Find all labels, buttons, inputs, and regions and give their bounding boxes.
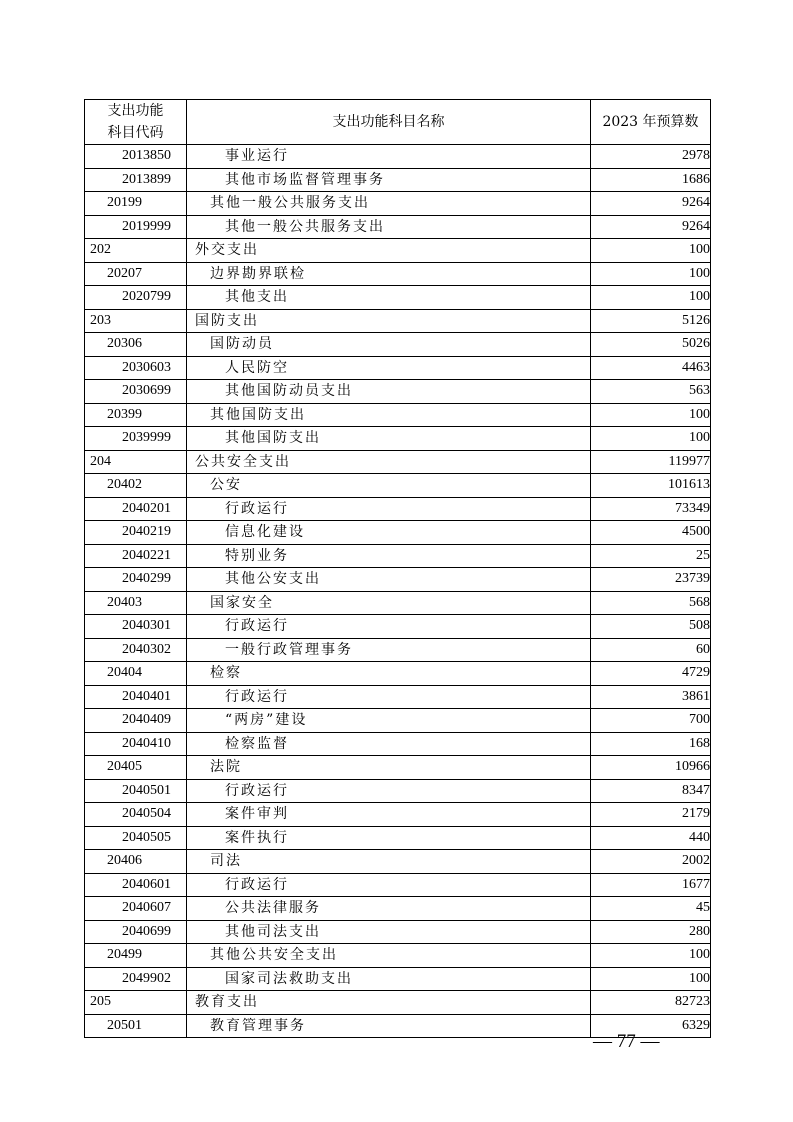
table-row (85, 662, 711, 686)
table-row (85, 356, 711, 380)
row-name: 公共法律服务 (187, 897, 591, 921)
table-row (85, 215, 711, 239)
table-row (85, 615, 711, 639)
row-amount: 440 (591, 826, 711, 850)
row-name: 信息化建设 (187, 521, 591, 545)
row-code: 2040301 (85, 615, 187, 639)
table-row (85, 779, 711, 803)
row-amount: 100 (591, 944, 711, 968)
header-amount: 2023 年预算数 (591, 100, 711, 145)
row-code: 2040409 (85, 709, 187, 733)
table-row (85, 850, 711, 874)
row-amount: 4500 (591, 521, 711, 545)
row-name: 法院 (187, 756, 591, 780)
row-code: 2020799 (85, 286, 187, 310)
row-amount: 100 (591, 286, 711, 310)
row-name: 其他支出 (187, 286, 591, 310)
row-amount: 73349 (591, 497, 711, 521)
row-name: 其他一般公共服务支出 (187, 215, 591, 239)
table-row (85, 873, 711, 897)
row-name: 其他国防支出 (187, 403, 591, 427)
row-code: 20404 (85, 662, 187, 686)
row-code: 2040699 (85, 920, 187, 944)
row-code: 204 (85, 450, 187, 474)
row-code: 20306 (85, 333, 187, 357)
row-name: 其他国防支出 (187, 427, 591, 451)
table-header-row (85, 100, 711, 145)
row-amount: 2179 (591, 803, 711, 827)
row-name: 特别业务 (187, 544, 591, 568)
row-code: 2040501 (85, 779, 187, 803)
row-name: 一般行政管理事务 (187, 638, 591, 662)
row-name: 公安 (187, 474, 591, 498)
table-row (85, 756, 711, 780)
table-row (85, 685, 711, 709)
table-row (85, 803, 711, 827)
row-code: 20399 (85, 403, 187, 427)
row-code: 2049902 (85, 967, 187, 991)
row-amount: 25 (591, 544, 711, 568)
row-amount: 508 (591, 615, 711, 639)
table-row (85, 544, 711, 568)
row-amount: 9264 (591, 192, 711, 216)
row-code: 2040410 (85, 732, 187, 756)
row-amount: 1686 (591, 168, 711, 192)
row-code: 2039999 (85, 427, 187, 451)
row-name: 案件审判 (187, 803, 591, 827)
row-amount: 280 (591, 920, 711, 944)
row-name: 行政运行 (187, 497, 591, 521)
row-amount: 4729 (591, 662, 711, 686)
row-code: 2013899 (85, 168, 187, 192)
table-row (85, 897, 711, 921)
row-name: 教育支出 (187, 991, 591, 1015)
row-code: 203 (85, 309, 187, 333)
table-row (85, 826, 711, 850)
table-row (85, 709, 711, 733)
row-name: 其他公共安全支出 (187, 944, 591, 968)
row-amount: 700 (591, 709, 711, 733)
table-row (85, 262, 711, 286)
row-amount: 1677 (591, 873, 711, 897)
row-name: 公共安全支出 (187, 450, 591, 474)
row-amount: 100 (591, 239, 711, 263)
table-row (85, 497, 711, 521)
row-name: 案件执行 (187, 826, 591, 850)
row-name: 司法 (187, 850, 591, 874)
row-amount: 2978 (591, 145, 711, 169)
row-code: 20405 (85, 756, 187, 780)
row-code: 202 (85, 239, 187, 263)
table-row (85, 239, 711, 263)
row-code: 205 (85, 991, 187, 1015)
row-code: 20402 (85, 474, 187, 498)
row-code: 20499 (85, 944, 187, 968)
row-code: 20403 (85, 591, 187, 615)
row-name: 国家司法救助支出 (187, 967, 591, 991)
row-code: 2040505 (85, 826, 187, 850)
table-row (85, 427, 711, 451)
row-code: 2040219 (85, 521, 187, 545)
row-name: 其他国防动员支出 (187, 380, 591, 404)
row-amount: 568 (591, 591, 711, 615)
row-amount: 100 (591, 262, 711, 286)
row-amount: 45 (591, 897, 711, 921)
row-amount: 6329 (591, 1014, 711, 1038)
page-number: — 77 — (593, 1031, 660, 1052)
row-name: 其他公安支出 (187, 568, 591, 592)
row-amount: 119977 (591, 450, 711, 474)
row-amount: 82723 (591, 991, 711, 1015)
table-row (85, 591, 711, 615)
row-code: 2040401 (85, 685, 187, 709)
row-name: 行政运行 (187, 873, 591, 897)
row-code: 2040601 (85, 873, 187, 897)
row-code: 2040504 (85, 803, 187, 827)
row-code: 2013850 (85, 145, 187, 169)
row-name: 行政运行 (187, 615, 591, 639)
row-code: 2040302 (85, 638, 187, 662)
row-name: “两房”建设 (187, 709, 591, 733)
row-amount: 9264 (591, 215, 711, 239)
row-amount: 60 (591, 638, 711, 662)
row-amount: 168 (591, 732, 711, 756)
row-amount: 5126 (591, 309, 711, 333)
table-row (85, 145, 711, 169)
row-name: 教育管理事务 (187, 1014, 591, 1038)
row-name: 检察监督 (187, 732, 591, 756)
header-code: 支出功能 科目代码 (85, 100, 187, 145)
table-row (85, 403, 711, 427)
row-name: 行政运行 (187, 685, 591, 709)
table-row (85, 168, 711, 192)
row-code: 20199 (85, 192, 187, 216)
row-name: 其他一般公共服务支出 (187, 192, 591, 216)
row-amount: 100 (591, 427, 711, 451)
row-amount: 8347 (591, 779, 711, 803)
table-row (85, 474, 711, 498)
row-name: 国防支出 (187, 309, 591, 333)
row-code: 2040607 (85, 897, 187, 921)
row-code: 2019999 (85, 215, 187, 239)
table-row (85, 967, 711, 991)
table-row (85, 944, 711, 968)
row-name: 其他司法支出 (187, 920, 591, 944)
row-code: 2040299 (85, 568, 187, 592)
table-row (85, 450, 711, 474)
row-code: 20406 (85, 850, 187, 874)
table-row (85, 732, 711, 756)
header-name: 支出功能科目名称 (187, 100, 591, 145)
table-row (85, 521, 711, 545)
row-amount: 2002 (591, 850, 711, 874)
row-name: 行政运行 (187, 779, 591, 803)
row-name: 人民防空 (187, 356, 591, 380)
row-code: 20501 (85, 1014, 187, 1038)
row-amount: 100 (591, 403, 711, 427)
table-row (85, 309, 711, 333)
row-name: 事业运行 (187, 145, 591, 169)
table-row (85, 380, 711, 404)
row-amount: 563 (591, 380, 711, 404)
row-name: 检察 (187, 662, 591, 686)
row-name: 外交支出 (187, 239, 591, 263)
table-row (85, 991, 711, 1015)
row-code: 2030699 (85, 380, 187, 404)
row-name: 边界勘界联检 (187, 262, 591, 286)
table-row (85, 333, 711, 357)
row-amount: 4463 (591, 356, 711, 380)
row-code: 2030603 (85, 356, 187, 380)
row-name: 国防动员 (187, 333, 591, 357)
row-amount: 5026 (591, 333, 711, 357)
row-amount: 100 (591, 967, 711, 991)
row-amount: 101613 (591, 474, 711, 498)
row-code: 20207 (85, 262, 187, 286)
table-row (85, 920, 711, 944)
row-amount: 3861 (591, 685, 711, 709)
row-name: 其他市场监督管理事务 (187, 168, 591, 192)
table-row (85, 638, 711, 662)
row-code: 2040201 (85, 497, 187, 521)
row-code: 2040221 (85, 544, 187, 568)
row-name: 国家安全 (187, 591, 591, 615)
table-row (85, 568, 711, 592)
row-amount: 23739 (591, 568, 711, 592)
budget-table (84, 99, 711, 1038)
row-amount: 10966 (591, 756, 711, 780)
table-row (85, 192, 711, 216)
table-row (85, 286, 711, 310)
